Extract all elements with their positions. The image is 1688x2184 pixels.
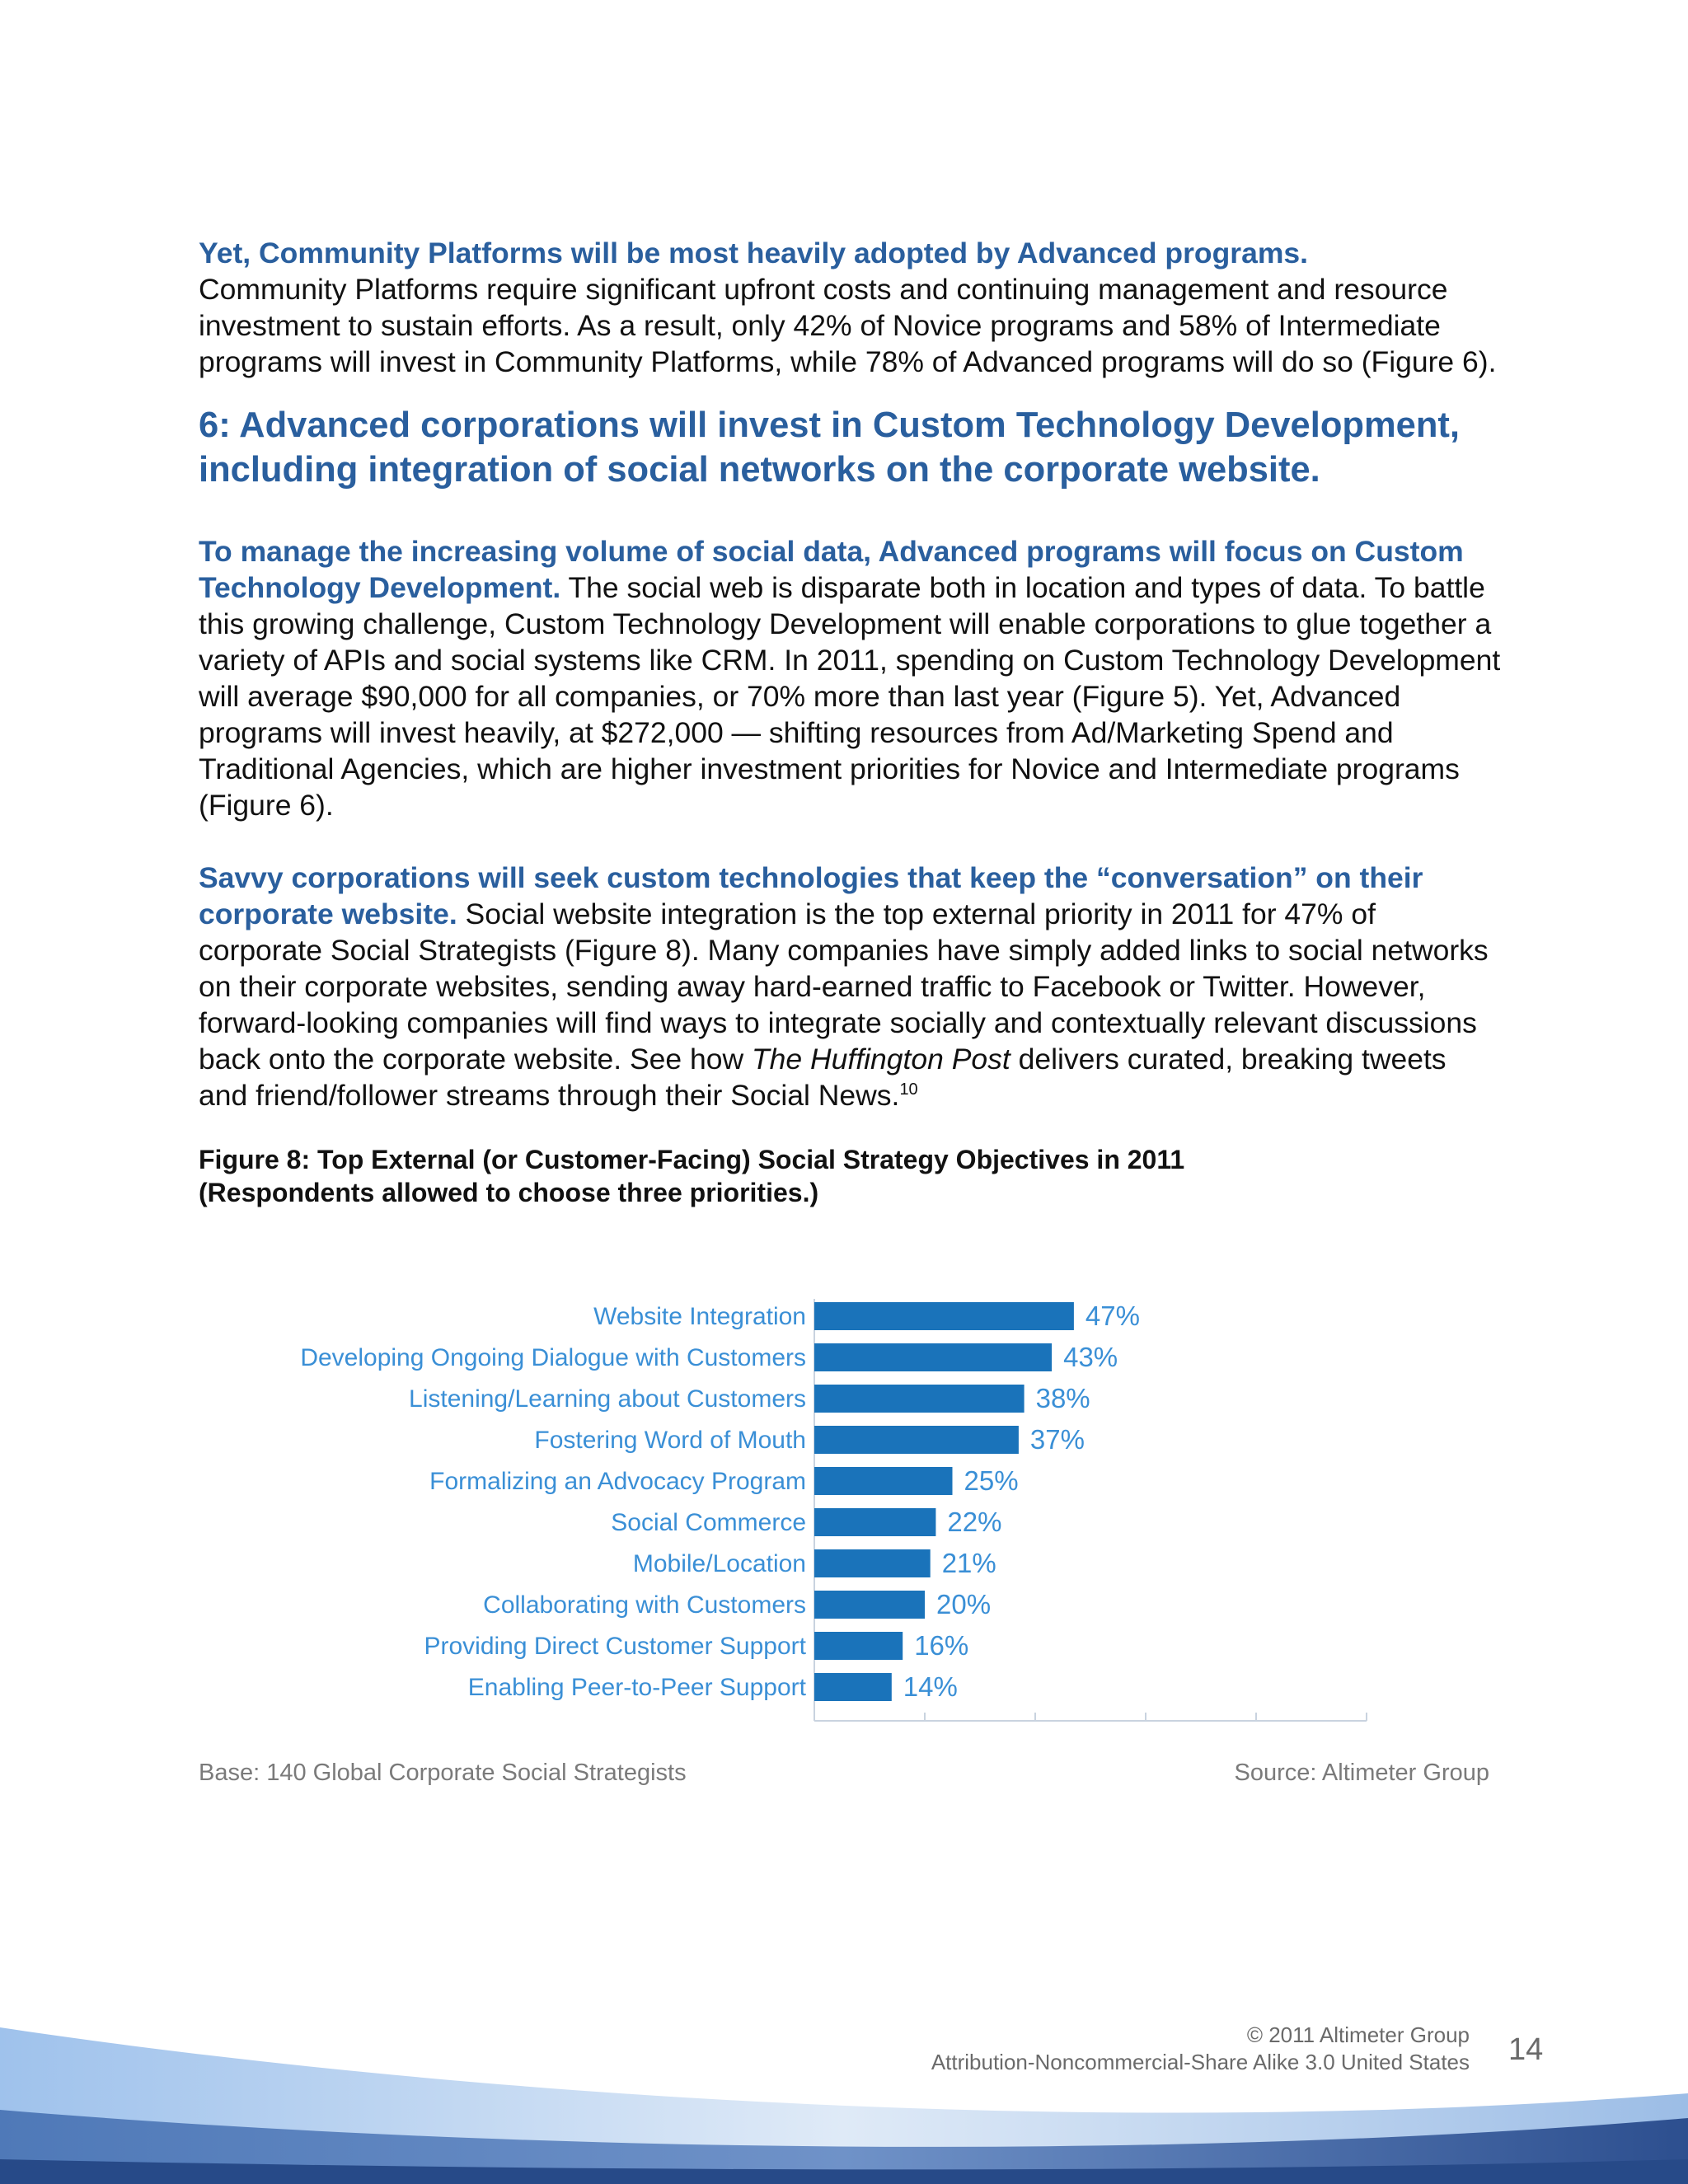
section-heading: 6: Advanced corporations will invest in Custom Technology Development, including integration of social networks on the corporate website.: [199, 405, 1460, 490]
category-label: Fostering Word of Mouth: [534, 1427, 806, 1454]
value-label: 14%: [903, 1671, 958, 1702]
lead-sentence: To manage the increasing volume of social data, Advanced programs will focus on Custom Technology Development.: [199, 535, 1464, 604]
category-label: Developing Ongoing Dialogue with Customers: [300, 1344, 806, 1371]
value-label: 43%: [1063, 1342, 1118, 1372]
paragraph-body: Social website integration is the top external priority in 2011 for 47% of corporate Social Strategists (Figure 8). Many companies have simply added links to social networks on their corporate websites, sending away hard-earned traffic to Facebook or Twitter. However, forward-looking companies will find ways to integrate socially and contextually relevant discussions back onto the corporate website. See how: [199, 898, 1489, 1076]
bar: [814, 1632, 903, 1660]
bar: [814, 1467, 953, 1495]
bar: [814, 1343, 1052, 1371]
paragraph-body: The social web is disparate both in location and types of data. To battle this growing challenge, Custom Technology Development will enable corporations to glue together a variety of APIs and social systems like CRM. In 2011, spending on Custom Technology Development will average $90,000 for all companies, or 70% more than last year (Figure 5). Yet, Advanced programs will invest heavily, at $272,000 — shifting resources from Ad/Marketing Spend and Traditional Agencies, which are higher investment priorities for Novice and Intermediate programs (Figure 6).: [199, 571, 1501, 822]
footnote-marker: 10: [899, 1080, 918, 1099]
category-label: Website Integration: [593, 1303, 806, 1330]
license-text: Attribution-Noncommercial-Share Alike 3.0 United States: [931, 2050, 1470, 2074]
publication-name: The Huffington Post: [751, 1043, 1010, 1076]
category-label: Listening/Learning about Customers: [409, 1385, 806, 1413]
footer-copyright: [931, 2022, 1470, 2076]
figure-title-line-2: (Respondents allowed to choose three priorities.): [199, 1178, 819, 1207]
category-label: Collaborating with Customers: [483, 1591, 806, 1619]
base-note: Base: 140 Global Corporate Social Strategists: [199, 1760, 687, 1786]
bar: [814, 1508, 935, 1536]
page-number: 14: [1508, 2032, 1544, 2067]
value-label: 47%: [1085, 1301, 1140, 1331]
bar: [814, 1591, 925, 1619]
category-label: Social Commerce: [611, 1509, 806, 1536]
value-label: 22%: [947, 1507, 1002, 1537]
category-label: Enabling Peer-to-Peer Support: [467, 1674, 806, 1701]
value-label: 16%: [914, 1630, 969, 1661]
value-label: 38%: [1035, 1383, 1090, 1413]
category-label: Providing Direct Customer Support: [424, 1633, 806, 1660]
paragraph-body: Community Platforms require significant upfront costs and continuing management and resource investment to sustain efforts. As a result, only 42% of Novice programs and 58% of Intermediate programs will invest in Community Platforms, while 78% of Advanced programs will do so (Figure 6).: [199, 273, 1497, 378]
paragraph-body-end: delivers curated, breaking tweets and friend/follower streams through their Social News.: [199, 1043, 1447, 1112]
category-label: Mobile/Location: [632, 1550, 806, 1577]
bar: [814, 1385, 1025, 1413]
bar: [814, 1426, 1019, 1454]
copyright-text: © 2011 Altimeter Group: [1246, 2022, 1470, 2047]
lead-sentence: Yet, Community Platforms will be most heavily adopted by Advanced programs.: [199, 237, 1309, 269]
lead-sentence: Savvy corporations will seek custom technologies that keep the “conversation” on their corporate website.: [199, 861, 1423, 930]
value-label: 37%: [1029, 1424, 1085, 1455]
source-note: Source: Altimeter Group: [1234, 1760, 1489, 1786]
bar: [814, 1549, 931, 1577]
value-label: 20%: [936, 1589, 992, 1619]
bar: [814, 1673, 892, 1701]
category-label: Formalizing an Advocacy Program: [429, 1468, 806, 1495]
figure-title-line-1: Figure 8: Top External (or Customer-Facing) Social Strategy Objectives in 2011: [199, 1145, 1185, 1174]
bar: [814, 1302, 1074, 1330]
value-label: 21%: [941, 1548, 996, 1578]
value-label: 25%: [964, 1465, 1019, 1496]
